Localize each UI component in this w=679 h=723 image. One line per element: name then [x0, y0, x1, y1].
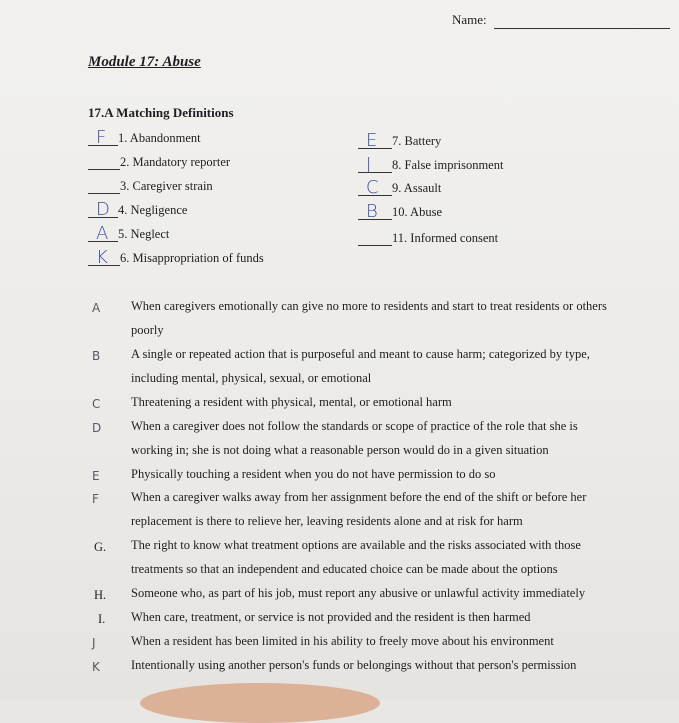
term-10 — [358, 202, 442, 220]
answer-blank — [358, 228, 392, 246]
definition-line: When care, treatment, or service is not provided and the resident is then harmed — [131, 610, 531, 624]
term-11 — [358, 228, 498, 246]
term-label: 5. Neglect — [118, 227, 170, 241]
handwritten-answer: A — [96, 223, 109, 244]
name-field-line — [494, 28, 670, 29]
crossed-letter-mark: F — [92, 492, 99, 506]
definition-i — [131, 605, 663, 629]
answer-blank — [88, 152, 120, 170]
answer-blank — [358, 202, 392, 220]
definition-g — [131, 533, 663, 581]
definition-k — [131, 653, 663, 677]
crossed-letter-mark: C — [92, 397, 101, 411]
term-5 — [88, 224, 169, 242]
term-8 — [358, 155, 503, 173]
term-3 — [88, 176, 213, 194]
term-label: 9. Assault — [392, 181, 442, 195]
definition-letter: H. — [94, 588, 107, 602]
definition-a — [131, 294, 663, 342]
name-label: Name: — [452, 12, 487, 27]
term-2 — [88, 152, 230, 170]
definition-line: Intentionally using another person's funds or belongings without that person's permission — [131, 658, 577, 672]
definition-line: working in; she is not doing what a reasonable person would do in a given situation — [131, 443, 549, 457]
crossed-letter-mark: J — [92, 636, 96, 650]
definition-f — [131, 485, 663, 533]
term-label: 3. Caregiver strain — [120, 179, 213, 193]
term-label: 8. False imprisonment — [392, 158, 504, 172]
answer-blank — [88, 224, 118, 242]
term-label: 10. Abuse — [392, 205, 442, 219]
crossed-letter-mark: D — [92, 421, 102, 435]
handwritten-answer: F — [96, 127, 107, 148]
answer-blank — [88, 248, 120, 266]
definition-line: When a resident has been limited in his ability to freely move about his environment — [131, 634, 554, 648]
definition-line: When a caregiver does not follow the standards or scope of practice of the role that she is — [131, 419, 578, 433]
handwritten-answer: D — [96, 199, 110, 220]
term-1 — [88, 128, 201, 146]
module-title: Module 17: Abuse — [88, 54, 201, 70]
term-label: 2. Mandatory reporter — [120, 155, 231, 169]
term-label: 6. Misappropriation of funds — [120, 251, 264, 265]
handwritten-answer: B — [366, 201, 378, 222]
definition-letter: I. — [98, 612, 106, 626]
crossed-letter-mark: E — [92, 469, 100, 483]
term-label: 7. Battery — [392, 134, 442, 148]
term-label: 4. Negligence — [118, 203, 188, 217]
answer-blank — [358, 155, 392, 173]
definition-d — [131, 414, 663, 462]
answer-blank — [88, 200, 118, 218]
definition-line: replacement is there to relieve her, leaving residents alone and at risk for harm — [131, 514, 523, 528]
crossed-letter-mark: B — [92, 349, 101, 363]
definition-line: When caregivers emotionally can give no more to residents and start to treat residents or others — [131, 299, 607, 313]
definition-line: Someone who, as part of his job, must report any abusive or unlawful activity immediately — [131, 586, 586, 600]
crossed-letter-mark: K — [92, 660, 100, 674]
answer-blank — [358, 178, 392, 196]
definition-line: treatments so that an independent and educated choice can be made about the options — [131, 562, 558, 576]
term-label: 11. Informed consent — [392, 231, 499, 245]
answer-blank — [88, 176, 120, 194]
definition-line: Physically touching a resident when you do not have permission to do so — [131, 467, 496, 481]
definition-line: poorly — [131, 323, 164, 337]
term-4 — [88, 200, 187, 218]
definition-line: When a caregiver walks away from her assignment before the end of the shift or before her — [131, 490, 587, 504]
handwritten-answer: E — [366, 130, 378, 151]
handwritten-answer: K — [96, 247, 108, 268]
handwritten-answer: C — [366, 177, 379, 198]
term-9 — [358, 178, 441, 196]
answer-blank — [88, 128, 118, 146]
definition-line: The right to know what treatment options are available and the risks associated with those — [131, 538, 581, 552]
definition-j — [131, 629, 663, 653]
definition-h — [131, 581, 663, 605]
term-7 — [358, 131, 441, 149]
term-6 — [88, 248, 264, 266]
definition-line: Threatening a resident with physical, mental, or emotional harm — [131, 395, 452, 409]
definition-c — [131, 390, 663, 414]
definition-e — [131, 462, 663, 486]
handwritten-answer: J — [366, 154, 372, 175]
definition-b — [131, 342, 663, 390]
definition-line: including mental, physical, sexual, or emotional — [131, 371, 372, 385]
term-label: 1. Abandonment — [118, 131, 201, 145]
answer-blank — [358, 131, 392, 149]
crossed-letter-mark: A — [92, 301, 101, 315]
finger-photo-artifact — [140, 683, 380, 723]
definition-line: A single or repeated action that is purposeful and meant to cause harm; categorized by type, — [131, 347, 590, 361]
section-title: 17.A Matching Definitions — [88, 105, 234, 120]
definition-letter: G. — [94, 540, 107, 554]
